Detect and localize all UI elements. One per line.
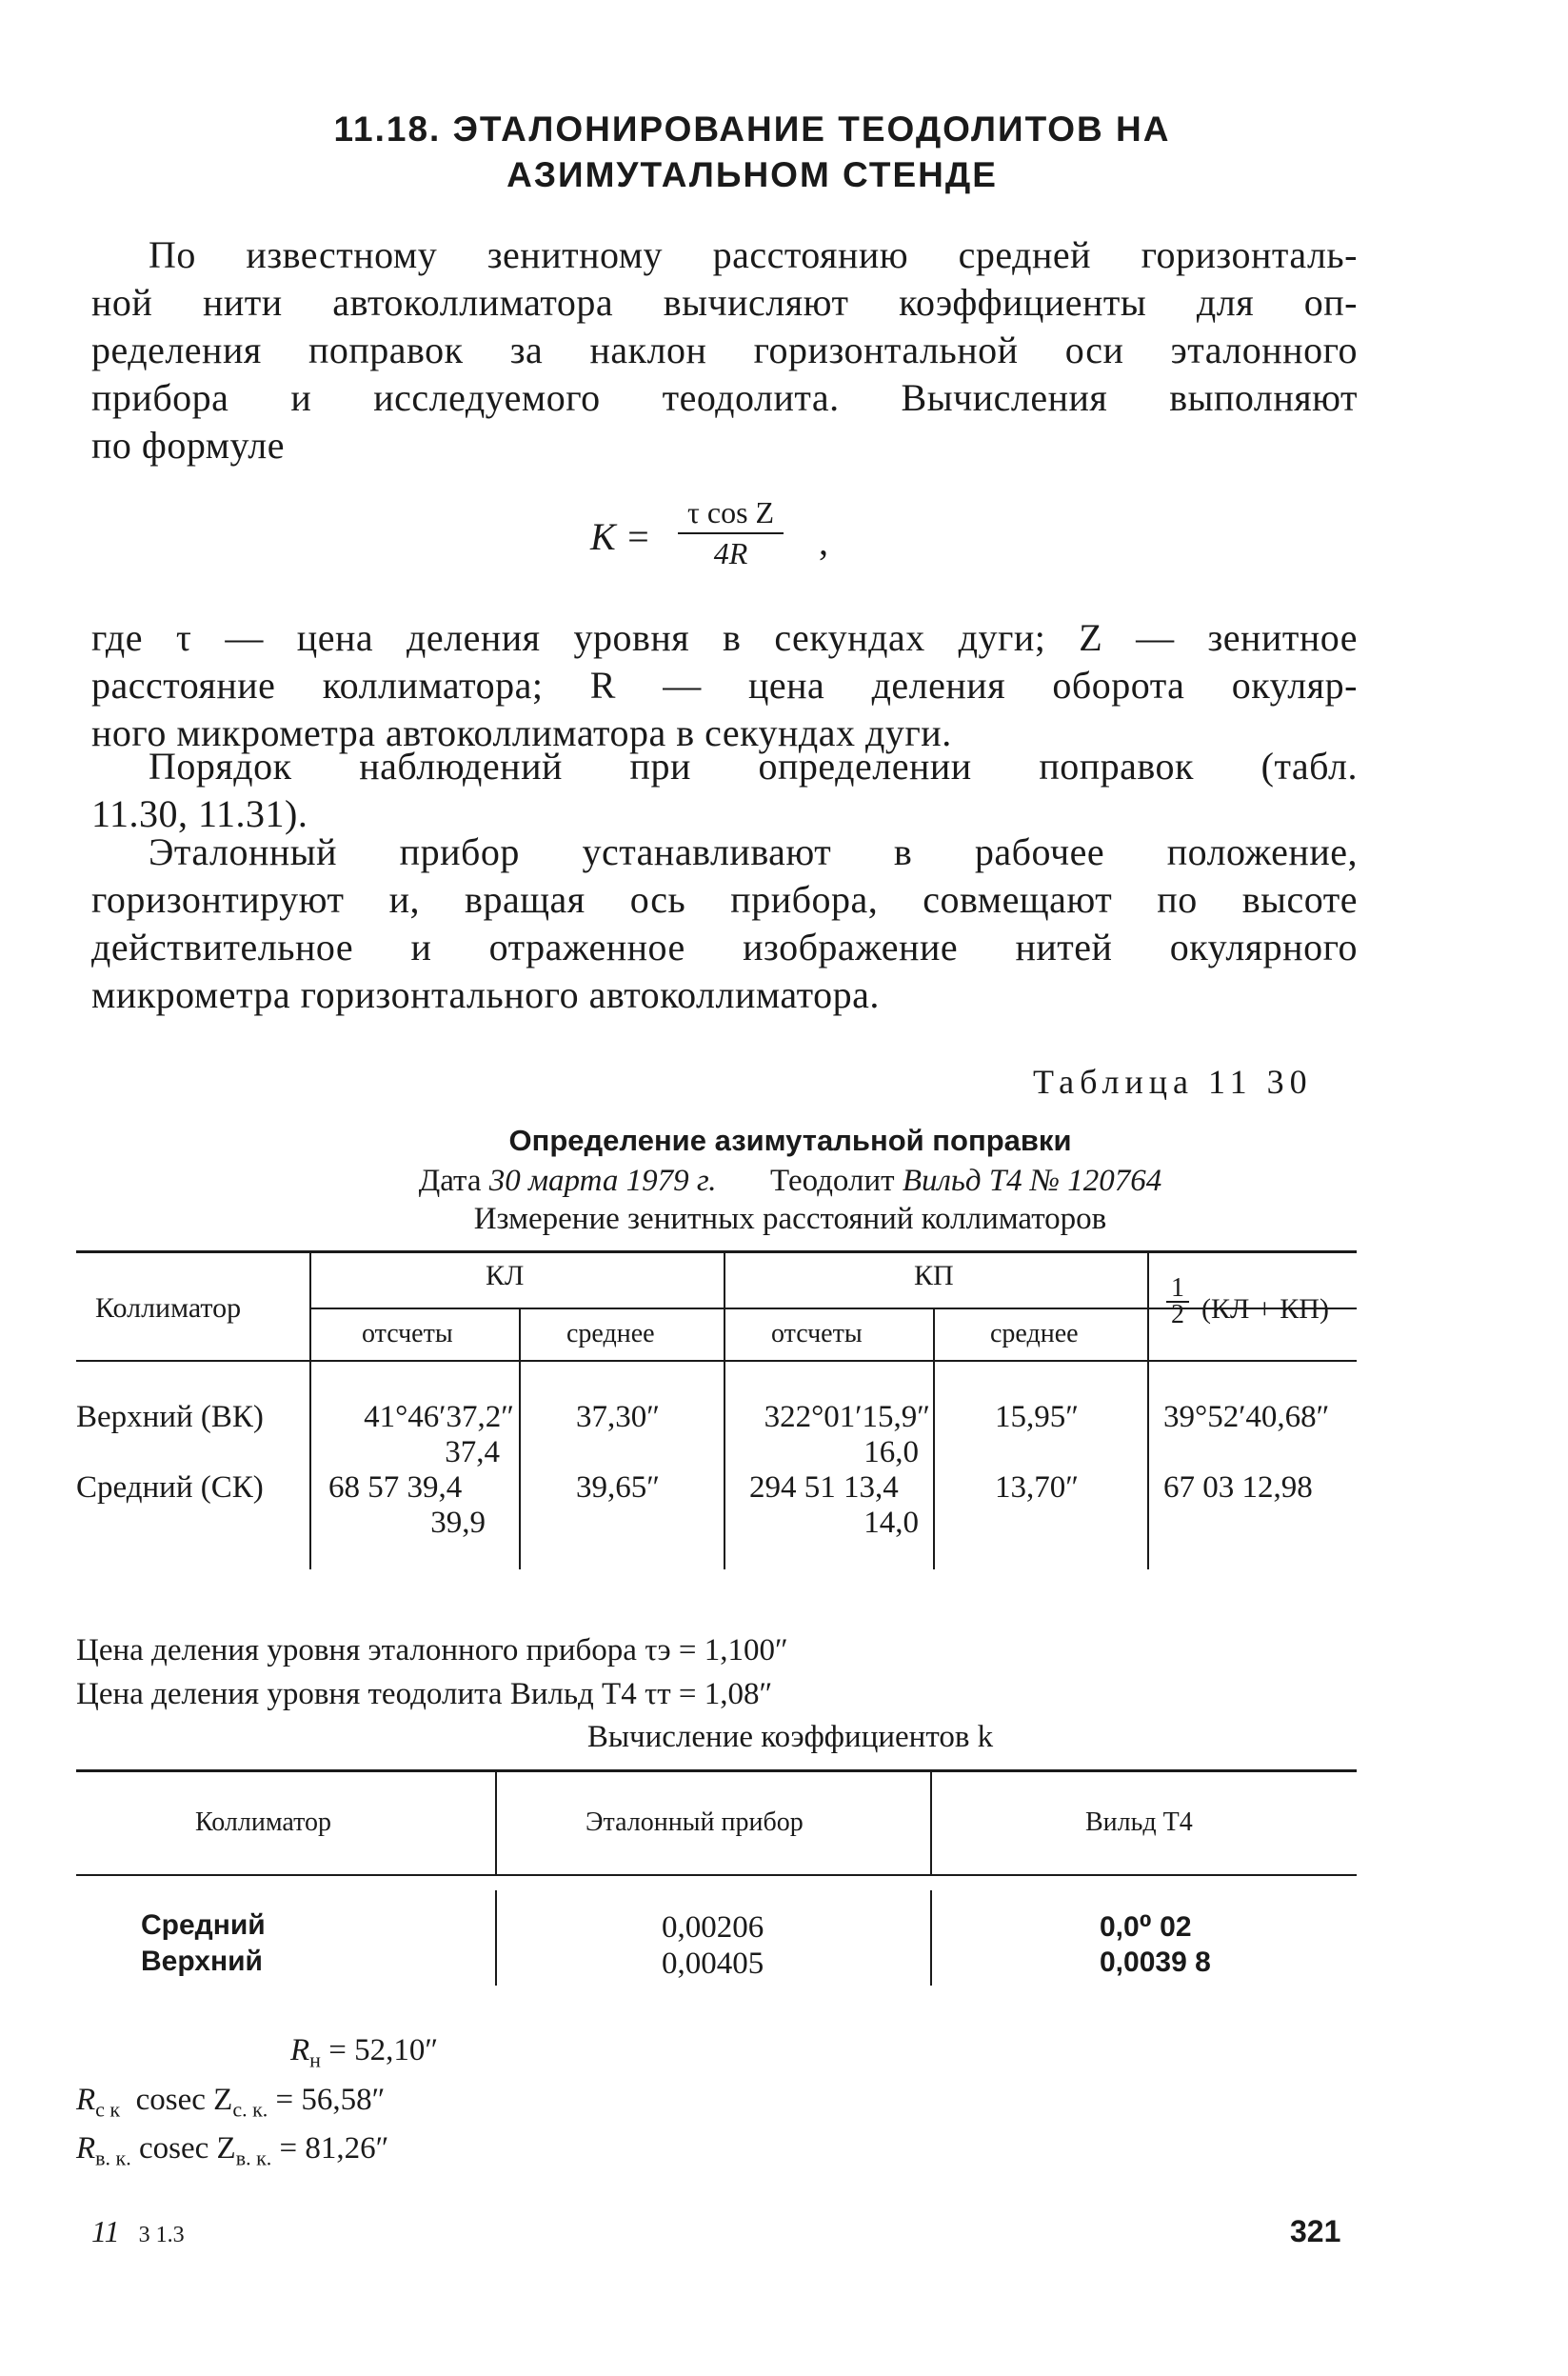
header-kp: КП (914, 1260, 954, 1291)
row-collimator-name: Верхний (ВК) (76, 1400, 264, 1434)
page-number: 321 (1290, 2214, 1341, 2248)
formula-comma: , (819, 520, 828, 563)
table-date-line (76, 1164, 1504, 1199)
kp-mean-value: 15,95″ (995, 1400, 1079, 1434)
date-prefix: Дата (418, 1164, 482, 1198)
text-line: Порядок наблюдений при определении поправок (табл. (149, 745, 1358, 788)
kl-reading-value: 68 57 39,4 (328, 1470, 463, 1505)
footer-sheet: 11 (91, 2214, 120, 2248)
half-denominator: 2 (1171, 1300, 1184, 1329)
r-symbol: R (290, 2033, 310, 2067)
header-half-sum: (КЛ + КП) (1201, 1293, 1329, 1325)
formula-denominator: 4R (713, 536, 748, 570)
table-rule (76, 1360, 1357, 1362)
text-line: Эталонный прибор устанавливают в рабочее положение, (149, 830, 1358, 873)
table-rule (519, 1308, 521, 1569)
half-numerator: 1 (1166, 1276, 1189, 1303)
header-kl-readings: отсчеты (362, 1319, 453, 1348)
table-subtitle: Измерение зенитных расстояний коллиматоров (473, 1202, 1107, 1236)
table-rule (724, 1250, 725, 1569)
row-collimator-name: Средний (СК) (76, 1470, 264, 1505)
footer-code: 3 1.3 (138, 2223, 185, 2247)
kp-reading-value: 14,0 (863, 1506, 919, 1540)
half-sum-value: 67 03 12,98 (1163, 1470, 1313, 1505)
heading-line-1: 11.18. ЭТАЛОНИРОВАНИЕ ТЕОДОЛИТОВ НА (333, 110, 1171, 149)
cosec-term: cosec Z (135, 2083, 233, 2117)
kl-reading-value: 41°46′37,2″ (364, 1400, 514, 1434)
text-line: расстояние коллиматора; R — цена деления оборота окуляр- (91, 664, 1358, 707)
paragraph-procedure (91, 829, 1358, 1019)
z-subscript: с. к. (232, 2097, 268, 2122)
text-line: ределения поправок за наклон горизонтальной оси эталонного (91, 329, 1358, 371)
kp-reading-value: 322°01′15,9″ (764, 1400, 930, 1434)
text-line: по формуле (91, 424, 285, 467)
level-note: Цена деления уровня теодолита Вильд Т4 τт = 1,08″ (76, 1677, 773, 1711)
table-rule (933, 1308, 935, 1569)
r-result: = 81,26″ (279, 2131, 389, 2166)
text-line: По известному зенитному расстоянию средней горизонталь- (149, 233, 1358, 276)
kl-reading-value: 37,4 (445, 1435, 500, 1469)
text-line: 11.30, 11.31). (91, 792, 308, 835)
table-rule (309, 1308, 1357, 1309)
date-value: 30 марта 1979 г. (488, 1164, 717, 1198)
half-sum-value: 39°52′40,68″ (1163, 1400, 1330, 1434)
theodolite-value: Вильд Т4 № 120764 (902, 1164, 1162, 1198)
kp-reading-value: 294 51 13,4 (749, 1470, 899, 1505)
header-kl: КЛ (486, 1260, 525, 1291)
wild-value: 0,0039 8 (1100, 1947, 1211, 1978)
z-subscript: в. к. (235, 2146, 272, 2170)
text-line: ного микрометра автоколлиматора в секундах дуги. (91, 711, 952, 754)
header-kl-mean: среднее (566, 1319, 655, 1348)
row-collimator-name: Средний (141, 1909, 266, 1941)
formula-numerator: τ cos Z (678, 495, 784, 534)
text-line: микрометра горизонтального автоколлиматора. (91, 973, 880, 1016)
etalon-value: 0,00405 (662, 1947, 764, 1981)
text-line: горизонтируют и, вращая ось прибора, совмещают по высоте (91, 878, 1358, 921)
section-heading (76, 107, 1428, 198)
level-note: Цена деления уровня эталонного прибора τэ = 1,100″ (76, 1633, 788, 1667)
text-line: ной нити автоколлиматора вычисляют коэффициенты для оп- (91, 281, 1358, 324)
table-rule (76, 1874, 1357, 1876)
row-collimator-name: Верхний (141, 1946, 263, 1977)
kp-reading-value: 16,0 (863, 1435, 919, 1469)
r-subscript: н (309, 2047, 321, 2072)
formula-lhs: K = (590, 515, 651, 558)
table-rule (495, 1890, 497, 1986)
table2-title: Вычисление коэффициентов k (586, 1720, 994, 1754)
table-rule (930, 1769, 932, 1874)
header-kp-mean: среднее (990, 1319, 1079, 1348)
r-value-line (290, 2033, 438, 2073)
r-result: = 56,58″ (275, 2083, 386, 2117)
header-etalon: Эталонный прибор (586, 1807, 804, 1837)
r-value-line (76, 2131, 388, 2171)
r-value-line (76, 2083, 385, 2123)
text-line: где τ — цена деления уровня в секундах дуги; Z — зенитное (91, 616, 1358, 659)
theodolite-prefix: Теодолит (770, 1164, 895, 1198)
header-collimator: Коллиматор (95, 1292, 242, 1324)
etalon-value: 0,00206 (662, 1910, 764, 1945)
r-subscript: в. к. (95, 2146, 131, 2170)
header-kp-readings: отсчеты (771, 1319, 863, 1348)
text-line: действительное и отраженное изображение нитей окулярного (91, 926, 1358, 968)
kl-mean-value: 37,30″ (576, 1400, 660, 1434)
kl-reading-value: 39,9 (430, 1506, 486, 1540)
paragraph-order (91, 743, 1358, 838)
wild-value: 0,0⁰ 02 (1100, 1911, 1192, 1943)
footer-signature (91, 2214, 185, 2249)
table-rule (930, 1890, 932, 1986)
table-rule (1147, 1250, 1149, 1569)
r-symbol: R (76, 2083, 96, 2117)
formula-fraction (678, 495, 784, 571)
kp-mean-value: 13,70″ (995, 1470, 1079, 1505)
table-rule (495, 1769, 497, 1874)
header-collimator: Коллиматор (195, 1807, 331, 1837)
table-rule (309, 1250, 311, 1569)
table-label: Таблица 11 30 (1033, 1063, 1313, 1101)
paragraph-intro (91, 231, 1358, 469)
header-half-fraction (1166, 1273, 1189, 1329)
r-result: = 52,10″ (328, 2033, 439, 2067)
paragraph-where (91, 614, 1358, 757)
heading-line-2: АЗИМУТАЛЬНОМ СТЕНДЕ (506, 155, 998, 194)
text-line: прибора и исследуемого теодолита. Вычисления выполняют (91, 376, 1358, 419)
header-wild: Вильд Т4 (1085, 1807, 1193, 1837)
cosec-term: cosec Z (139, 2131, 236, 2166)
kl-mean-value: 39,65″ (576, 1470, 660, 1505)
table-rule (76, 1769, 1357, 1772)
r-symbol: R (76, 2131, 96, 2166)
table-title: Определение азимутальной поправки (508, 1124, 1072, 1157)
r-subscript: с к (95, 2097, 121, 2122)
table-rule (76, 1250, 1357, 1253)
